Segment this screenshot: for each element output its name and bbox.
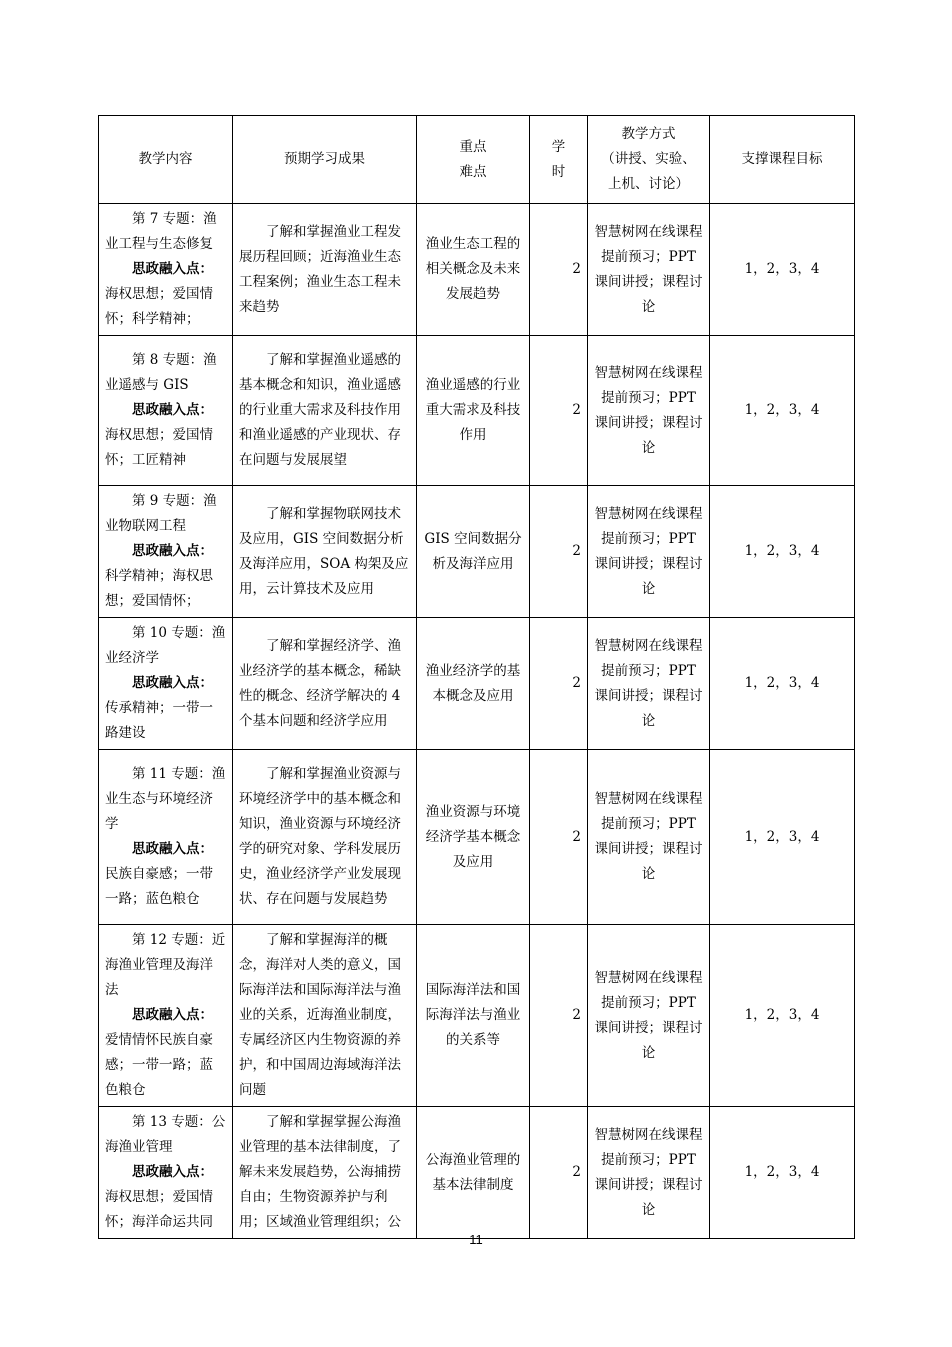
method-cell: 智慧树网在线课程提前预习；PPT 课间讲授；课程讨论 [588,925,710,1107]
hours-cell: 2 [530,486,588,618]
hours-cell: 2 [530,925,588,1107]
header-content: 教学内容 [99,116,233,204]
goal-cell: 1，2，3，4 [710,618,855,750]
table-row [99,336,855,486]
outcome-cell: 了解和掌握物联网技术及应用，GIS 空间数据分析及海洋应用，SOA 构架及应用，云计算技术及应用 [233,486,417,618]
outcome-cell: 了解和掌握渔业资源与环境经济学中的基本概念和知识，渔业资源与环境经济学的研究对象、学科发展历史，渔业经济学产业发展现状、存在问题与发展趋势 [233,750,417,925]
page-number: 11 [469,1232,483,1247]
hours-cell: 2 [530,750,588,925]
key-points-cell: 国际海洋法和国际海洋法与渔业的关系等 [417,925,530,1107]
key-points-cell: 渔业遥感的行业重大需求及科技作用 [417,336,530,486]
hours-cell: 2 [530,336,588,486]
key-points-cell: 渔业生态工程的相关概念及未来发展趋势 [417,204,530,336]
goal-cell: 1，2，3，4 [710,925,855,1107]
table-row [99,486,855,618]
method-cell: 智慧树网在线课程提前预习；PPT 课间讲授；课程讨论 [588,336,710,486]
outcome-cell: 了解和掌握渔业遥感的基本概念和知识，渔业遥感的行业重大需求及科技作用和渔业遥感的产业现状、存在问题与发展展望 [233,336,417,486]
goal-cell: 1，2，3，4 [710,750,855,925]
topic-cell: 第 9 专题：渔业物联网工程 思政融入点： 科学精神；海权思想；爱国情怀； [99,486,233,618]
topic-cell: 第 7 专题：渔业工程与生态修复 思政融入点： 海权思想；爱国情怀；科学精神； [99,204,233,336]
header-outcome: 预期学习成果 [233,116,417,204]
topic-cell: 第 12 专题：近海渔业管理及海洋法 思政融入点： 爱情情怀民族自豪感；一带一路；蓝色粮仓 [99,925,233,1107]
key-points-cell: GIS 空间数据分析及海洋应用 [417,486,530,618]
goal-cell: 1，2，3，4 [710,1107,855,1239]
header-method: 教学方式 （讲授、实验、 上机、讨论） [588,116,710,204]
method-cell: 智慧树网在线课程提前预习；PPT 课间讲授；课程讨论 [588,204,710,336]
method-cell: 智慧树网在线课程提前预习；PPT 课间讲授；课程讨论 [588,618,710,750]
topic-cell: 第 8 专题：渔业遥感与 GIS 思政融入点： 海权思想；爱国情怀；工匠精神 [99,336,233,486]
hours-cell: 2 [530,618,588,750]
hours-cell: 2 [530,204,588,336]
header-row [99,116,855,204]
outcome-cell: 了解和掌握渔业工程发展历程回顾；近海渔业生态工程案例；渔业生态工程未来趋势 [233,204,417,336]
table-row [99,204,855,336]
method-cell: 智慧树网在线课程提前预习；PPT 课间讲授；课程讨论 [588,750,710,925]
table-row [99,618,855,750]
table-row [99,750,855,925]
topic-cell: 第 11 专题：渔业生态与环境经济学 思政融入点： 民族自豪感；一带一路；蓝色粮仓 [99,750,233,925]
topic-cell: 第 10 专题：渔业经济学 思政融入点： 传承精神；一带一路建设 [99,618,233,750]
method-cell: 智慧树网在线课程提前预习；PPT 课间讲授；课程讨论 [588,486,710,618]
hours-cell: 2 [530,1107,588,1239]
goal-cell: 1，2，3，4 [710,336,855,486]
outcome-cell: 了解和掌握海洋的概念，海洋对人类的意义，国际海洋法和国际海洋法与渔业的关系，近海渔业制度，专属经济区内生物资源的养护，和中国周边海域海洋法问题 [233,925,417,1107]
table-row [99,925,855,1107]
method-cell: 智慧树网在线课程提前预习；PPT 课间讲授；课程讨论 [588,1107,710,1239]
key-points-cell: 渔业经济学的基本概念及应用 [417,618,530,750]
table-row [99,1107,855,1239]
header-hours: 学 时 [530,116,588,204]
topic-cell: 第 13 专题：公海渔业管理 思政融入点： 海权思想；爱国情怀；海洋命运共同 [99,1107,233,1239]
header-goal: 支撑课程目标 [710,116,855,204]
goal-cell: 1，2，3，4 [710,486,855,618]
key-points-cell: 渔业资源与环境经济学基本概念及应用 [417,750,530,925]
header-key-points: 重点 难点 [417,116,530,204]
key-points-cell: 公海渔业管理的基本法律制度 [417,1107,530,1239]
outcome-cell: 了解和掌握掌握公海渔业管理的基本法律制度，了解未来发展趋势，公海捕捞自由；生物资源养护与利用；区域渔业管理组织；公 [233,1107,417,1239]
outcome-cell: 了解和掌握经济学、渔业经济学的基本概念，稀缺性的概念、经济学解决的 4 个基本问题和经济学应用 [233,618,417,750]
syllabus-table [98,115,855,1239]
goal-cell: 1，2，3，4 [710,204,855,336]
